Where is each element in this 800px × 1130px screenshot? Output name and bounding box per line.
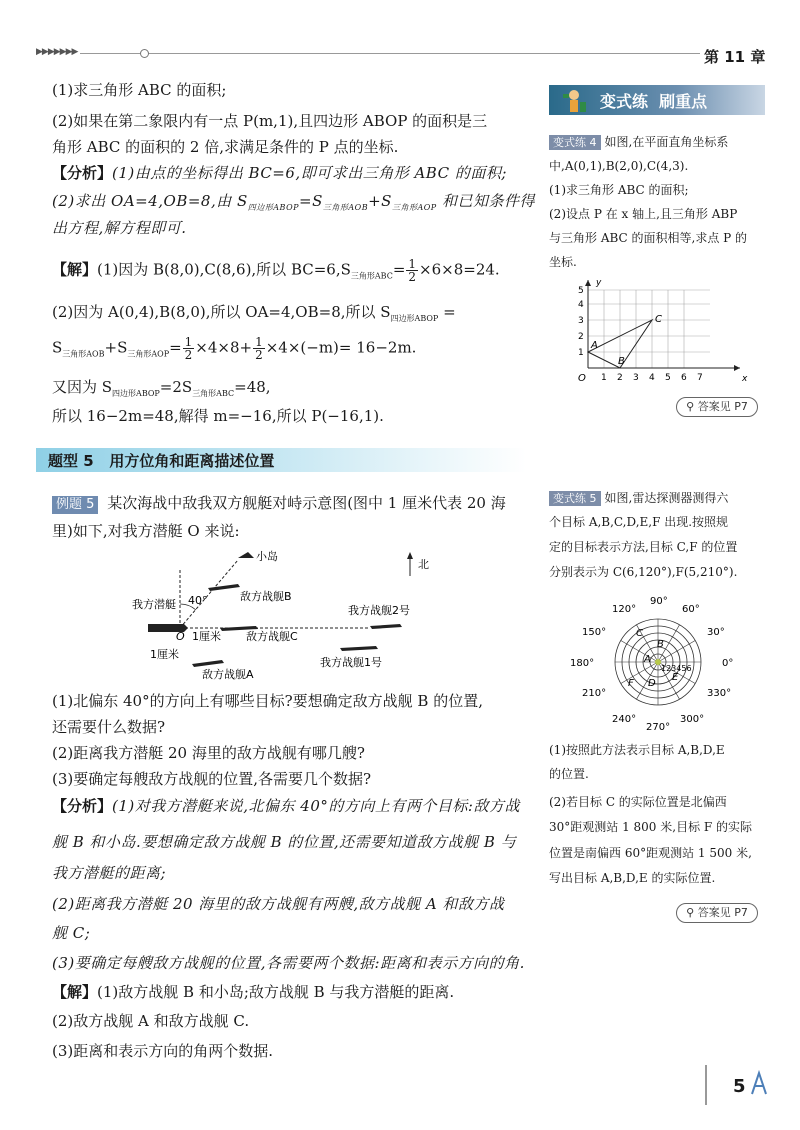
x-axis-label: x — [742, 374, 748, 384]
solution-line4: 又因为 $S_{四边形ABOP}=2S_{三角形ABC}=48$, — [52, 378, 271, 398]
enemy-ship-b-icon — [208, 584, 240, 591]
header-rule — [80, 53, 700, 54]
practice-banner-title: 变式练 刷重点 — [600, 92, 708, 111]
origin-o-label: O — [176, 630, 185, 643]
practice4-line1: 变式练 4 如图,在平面直角坐标系 — [549, 133, 728, 151]
problem-q2-line1: (2)如果在第二象限内有一点 P(m,1),且四边形 ABOP 的面积是三 — [52, 112, 488, 130]
practice4-answer-link[interactable]: ⚲ 答案见 P7 — [676, 397, 758, 417]
radar-angle-90: 90° — [650, 596, 668, 607]
radar-angle-150: 150° — [582, 627, 607, 638]
key-icon: ⚲ — [686, 400, 698, 413]
radar-ring-numbers: 123456 — [661, 664, 692, 673]
y-tick-3: 3 — [578, 316, 584, 326]
point-b-label: B — [618, 356, 625, 367]
radar-angle-180: 180° — [570, 658, 595, 669]
x-tick-5: 5 — [665, 373, 671, 383]
solution-line1: 【解】(1)因为 B(8,0),C(8,6),所以 $BC=6,S_{三角形ABC}=$ $\frac{1}{2}$ ×6×8=24. — [52, 257, 500, 284]
example5-analysis-line5: 舰 C; — [52, 924, 91, 942]
practice4-line2: 中,A(0,1),B(2,0),C(4,3). — [549, 159, 689, 173]
point-a-label: A — [591, 340, 598, 351]
example5-solution-line1: 【解】(1)敌方战舰 B 和小岛;敌方战舰 B 与我方潜艇的距离. — [52, 983, 455, 1001]
x-tick-6: 6 — [681, 373, 687, 383]
practice5-q2-line3: 位置是南偏西 60°距观测站 1 500 米, — [549, 846, 752, 860]
practice5-q2-line1: (2)若目标 C 的实际位置是北偏西 — [549, 795, 727, 809]
practice4-line5: 与三角形 ABC 的面积相等,求点 P 的 — [549, 231, 748, 245]
problem-q2-line2: 角形 ABC 的面积的 2 倍,求满足条件的 P 点的坐标. — [52, 138, 399, 156]
radar-angle-0: 0° — [722, 658, 734, 669]
practice4-line4: (2)设点 P 在 x 轴上,且三角形 ABP — [549, 207, 738, 221]
radar-point-a: A — [644, 654, 651, 665]
brand-logo-icon — [748, 1070, 770, 1096]
practice4-line6: 坐标. — [549, 255, 577, 269]
x-tick-4: 4 — [649, 373, 655, 383]
enemy-ship-b-label: 敌方战舰B — [240, 590, 292, 603]
y-tick-2: 2 — [578, 332, 584, 342]
radar-point-d: D — [648, 678, 656, 689]
example5-solution-line2: (2)敌方战舰 A 和敌方战舰 C. — [52, 1012, 250, 1030]
island-label: 小岛 — [256, 550, 278, 563]
radar-diagram — [560, 590, 760, 732]
enemy-ship-c-label: 敌方战舰C — [246, 630, 298, 643]
x-tick-2: 2 — [617, 373, 623, 383]
analysis-line3: 出方程,解方程即可. — [52, 219, 187, 237]
scale-label-2: 1厘米 — [150, 648, 179, 661]
radar-angle-120: 120° — [612, 604, 637, 615]
example5-badge: 例题 5 — [52, 496, 98, 514]
practice4-line3: (1)求三角形 ABC 的面积; — [549, 183, 689, 197]
example5-line1: 例题 5 某次海战中敌我双方舰艇对峙示意图(图中 1 厘米代表 20 海 — [52, 492, 506, 514]
chapter-label: 第 11 章 — [704, 48, 766, 66]
problem-q1: (1)求三角形 ABC 的面积; — [52, 81, 227, 99]
example5-analysis-line6: (3)要确定每艘敌方战舰的位置,各需要两个数据:距离和表示方向的角. — [52, 954, 525, 972]
radar-point-b: B — [657, 639, 664, 650]
practice5-q2-line2: 30°距观测站 1 800 米,目标 F 的实际 — [549, 820, 753, 834]
y-tick-1: 1 — [578, 348, 584, 358]
y-tick-4: 4 — [578, 300, 584, 310]
north-arrow-icon — [407, 552, 413, 559]
radar-angle-240: 240° — [612, 714, 637, 725]
example5-analysis-line2: 舰 B 和小岛.要想确定敌方战舰 B 的位置,还需要知道敌方战舰 B 与 — [52, 833, 517, 851]
graph-grid — [588, 290, 710, 368]
our-ship-1-icon — [340, 646, 378, 651]
practice5-answer-link[interactable]: ⚲ 答案见 P7 — [676, 903, 758, 923]
radar-angle-210: 210° — [582, 688, 607, 699]
practice5-q2-line4: 写出目标 A,B,D,E 的实际位置. — [549, 871, 716, 885]
example5-q2: (2)距离我方潜艇 20 海里的敌方战舰有哪几艘? — [52, 744, 365, 762]
example5-q1-line1: (1)北偏东 40°的方向上有哪些目标?要想确定敌方战舰 B 的位置, — [52, 692, 483, 710]
our-ship-2-icon — [370, 624, 402, 629]
scale-label-1: 1厘米 — [192, 630, 221, 643]
example5-analysis-line4: (2)距离我方潜艇 20 海里的敌方战舰有两艘,敌方战舰 A 和敌方战 — [52, 895, 505, 913]
point-c-label: C — [655, 314, 662, 325]
submarine-label: 我方潜艇 — [132, 598, 176, 611]
radar-angle-330: 330° — [707, 688, 732, 699]
practice5-q1-line1: (1)按照此方法表示目标 A,B,D,E — [549, 743, 725, 757]
radar-angle-60: 60° — [682, 604, 700, 615]
example5-analysis-line3: 我方潜艇的距离; — [52, 864, 167, 882]
y-tick-5: 5 — [578, 286, 584, 296]
radar-point-e: E — [672, 672, 679, 683]
practice5-line2: 个目标 A,B,C,D,E,F 出现.按照规 — [549, 515, 729, 529]
practice5-badge: 变式练 5 — [549, 491, 601, 506]
enemy-ship-a-label: 敌方战舰A — [202, 668, 254, 680]
section-title: 题型 5 用方位角和距离描述位置 — [48, 452, 275, 470]
our-ship-1-label: 我方战舰1号 — [320, 656, 382, 669]
page-number: 5 — [733, 1076, 746, 1097]
radar-angle-30: 30° — [707, 627, 725, 638]
practice5-line4: 分别表示为 C(6,120°),F(5,210°). — [549, 565, 738, 579]
x-tick-7: 7 — [697, 373, 703, 383]
footer-rule — [705, 1065, 707, 1105]
island-icon — [238, 552, 254, 558]
x-tick-1: 1 — [601, 373, 607, 383]
header-rule-dot — [140, 49, 149, 58]
practice5-q1-line2: 的位置. — [549, 767, 589, 781]
practice-banner-figure-icon — [560, 86, 588, 114]
y-axis-label: y — [596, 278, 602, 288]
solution-line2: (2)因为 A(0,4),B(8,0),所以 OA=4,OB=8,所以 $S_{四边形ABOP}$ = — [52, 303, 456, 323]
analysis-label: 【分析】 — [52, 164, 113, 182]
key-icon: ⚲ — [686, 906, 698, 919]
example5-solution-line3: (3)距离和表示方向的角两个数据. — [52, 1042, 274, 1060]
enemy-ship-a-icon — [192, 660, 224, 667]
solution-line3: $S_{三角形AOB}+S_{三角形AOP}=$ $\frac{1}{2}$ ×4×8+ $\frac{1}{2}$ ×4×(−m)= 16−2m. — [52, 335, 417, 362]
naval-map — [120, 548, 540, 680]
example5-q1-line2: 还需要什么数据? — [52, 718, 166, 736]
example5-analysis-line1: 【分析】(1)对我方潜艇来说,北偏东 40°的方向上有两个目标:敌方战 — [52, 797, 520, 815]
radar-point-f: F — [628, 678, 634, 689]
angle-label: 40° — [188, 594, 208, 607]
solution-line5: 所以 16−2m=48,解得 m=−16,所以 P(−16,1). — [52, 407, 384, 425]
header-arrows: ▶▶▶▶▶▶▶ — [36, 47, 78, 57]
x-tick-3: 3 — [633, 373, 639, 383]
origin-label: O — [578, 373, 586, 384]
radar-angle-300: 300° — [680, 714, 705, 725]
example5-q3: (3)要确定每艘敌方战舰的位置,各需要几个数据? — [52, 770, 372, 788]
analysis-line2: (2)求出 OA=4,OB=8,由 $S_{四边形ABOP}=S_{三角形AOB}+S_{三角形AOP}$ 和已知条件得 — [52, 192, 535, 212]
example5-line2: 里)如下,对我方潜艇 O 来说: — [52, 522, 240, 540]
practice4-badge: 变式练 4 — [549, 135, 601, 150]
our-ship-2-label: 我方战舰2号 — [348, 604, 410, 617]
radar-angle-270: 270° — [646, 722, 671, 732]
practice5-line3: 定的目标表示方法,目标 C,F 的位置 — [549, 540, 738, 554]
radar-point-c: C — [636, 628, 643, 639]
y-axis-arrow-icon — [585, 280, 591, 286]
practice5-line1: 变式练 5 如图,雷达探测器测得六 — [549, 489, 728, 507]
x-axis-arrow-icon — [734, 365, 740, 371]
north-label: 北 — [418, 558, 429, 571]
coordinate-graph — [560, 278, 750, 384]
analysis-line1: 【分析】(1)由点的坐标得出 BC=6,即可求出三角形 ABC 的面积; — [52, 164, 507, 182]
